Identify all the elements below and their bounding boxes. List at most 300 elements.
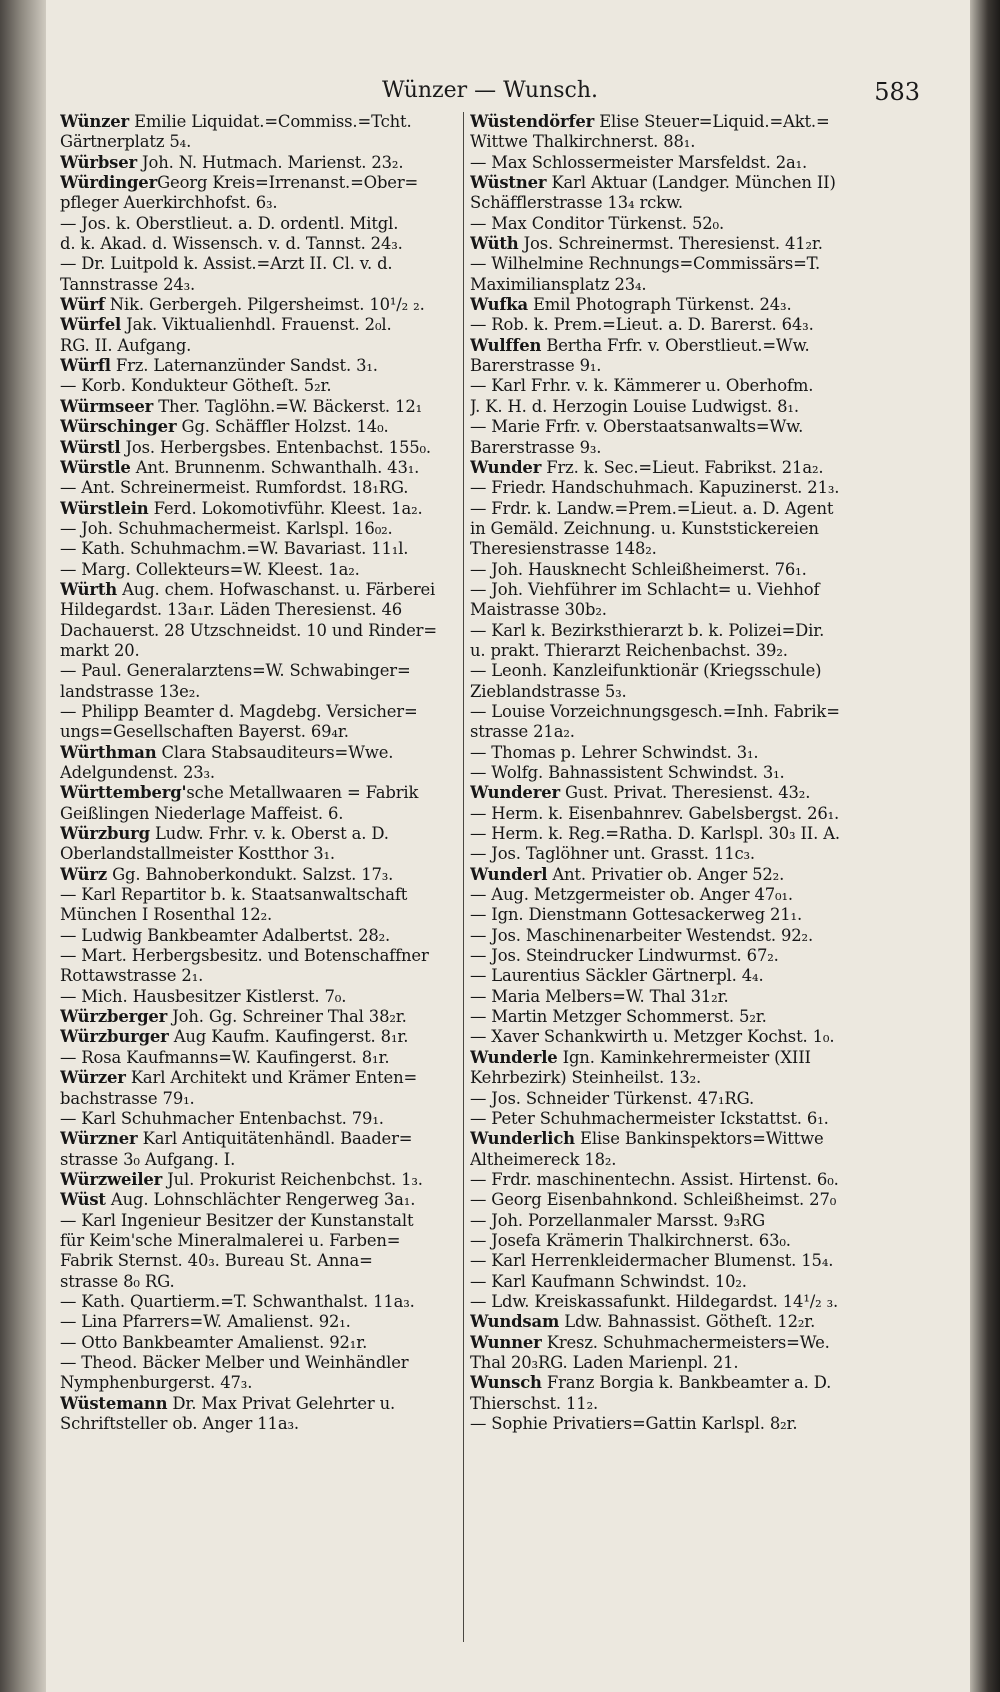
directory-entry [60,1333,464,1353]
entry-text: d. k. Akad. d. Wissensch. v. d. Tannst. 24₃. [60,234,403,254]
entry-text: Barerstrasse 9₁. [470,356,602,376]
entry-text: ungs=Gesellschaften Bayerst. 69₄r. [60,722,349,742]
directory-entry [470,478,874,498]
entry-text: Emilie Liquidat.=Commiss.=Tcht. [129,112,412,131]
entry-text: — Karl Repartitor b. k. Staatsanwaltschaft [60,885,408,905]
directory-entry [60,1353,464,1373]
directory-entry [470,417,874,437]
entry-text: — Marie Frfr. v. Oberstaatsanwalts=Ww. [470,417,804,437]
directory-entry [470,743,874,763]
entry-text: Tannstrasse 24₃. [60,274,196,294]
entry-text: pfleger Auerkirchhofst. 6₃. [60,193,278,213]
entry-text: Thierschst. 11₂. [470,1393,599,1413]
directory-entry [470,1048,874,1068]
entry-text: Karl Aktuar (Landger. München II) [546,173,836,193]
directory-entry [470,376,874,396]
directory-entry [470,1394,874,1414]
directory-entry [470,356,874,376]
directory-entry [60,1414,464,1434]
entry-text: Gg. Bahnoberkondukt. Salzst. 17₃. [107,864,394,884]
entry-text: Bertha Frfr. v. Oberstlieut.=Ww. [541,335,810,355]
directory-entry [60,1129,464,1149]
entry-text: — Mart. Herbergsbesitz. und Botenschaffner [60,946,429,966]
directory-entry [60,397,464,417]
entry-text: — Aug. Metzgermeister ob. Anger 47₀₁. [470,885,793,905]
entry-text: Fabrik Sternst. 40₃. Bureau St. Anna= [60,1251,373,1271]
entry-text: — Karl Ingenieur Besitzer der Kunstanstalt [60,1210,414,1230]
entry-text: Dachauerst. 28 Utzschneidst. 10 und Rinder= [60,620,437,640]
directory-entry [60,946,464,966]
directory-entry [470,661,874,681]
entry-text: — Wilhelmine Rechnungs=Commissärs=T. [470,254,821,274]
entry-text: — Frdr. maschinentechn. Assist. Hirtenst. 6₀. [470,1169,839,1189]
directory-entry [60,1068,464,1088]
directory-entry [60,1312,464,1332]
directory-entry [470,254,874,274]
entry-text: Karl Architekt und Krämer Enten= [125,1068,418,1088]
binding-gutter [0,0,46,1692]
directory-entry [470,621,874,641]
directory-entry [60,1007,464,1027]
directory-entry [470,539,874,559]
entry-text: landstrasse 13e₂. [60,681,201,701]
entry-surname: Würz [60,864,108,884]
entry-text: in Gemäld. Zeichnung. u. Kunststickereien [470,518,819,538]
entry-surname: Würthman [60,742,157,762]
directory-entry [60,1394,464,1414]
directory-entry [470,1251,874,1271]
entry-text: München I Rosenthal 12₂. [60,905,273,925]
entry-text: Zieblandstrasse 5₃. [470,681,627,701]
directory-entry [470,214,874,234]
entry-text: markt 20. [60,640,140,660]
entry-text: Gg. Schäffler Holzst. 14₀. [176,417,389,437]
entry-text: — Philipp Beamter d. Magdebg. Versicher= [60,701,418,721]
entry-text: — Dr. Luitpold k. Assist.=Arzt II. Cl. v. d. [60,254,393,274]
entry-text: Ferd. Lokomotivführ. Kleest. 1a₂. [148,498,423,518]
directory-entry [60,1272,464,1292]
directory-entry [60,1109,464,1129]
directory-entry [470,1109,874,1129]
entry-surname: Wunderl [470,864,548,884]
entry-text: — Otto Bankbeamter Amalienst. 92₁r. [60,1332,368,1352]
entry-text: — Lina Pfarrers=W. Amalienst. 92₁. [60,1312,351,1332]
entry-text: Gärtnerplatz 5₄. [60,132,192,152]
directory-entry [470,499,874,519]
entry-text: Altheimereck 18₂. [470,1149,617,1169]
entry-text: — Frdr. k. Landw.=Prem.=Lieut. a. D. Agent [470,498,834,518]
directory-entry [470,682,874,702]
entry-text: — Wolfg. Bahnassistent Schwindst. 3₁. [470,763,785,782]
directory-entry [60,926,464,946]
entry-surname: Würstle [60,457,131,477]
directory-entry [470,987,874,1007]
directory-entry [470,1231,874,1251]
entry-text: Ther. Taglöhn.=W. Bäckerst. 12₁ [153,396,423,416]
entry-text: — Rosa Kaufmanns=W. Kaufingerst. 8₁r. [60,1047,390,1067]
directory-entry [470,783,874,803]
directory-entry [470,1150,874,1170]
entry-text: J. K. H. d. Herzogin Louise Ludwigst. 8₁. [470,396,799,416]
entry-surname: Wunsch [470,1373,542,1393]
entry-text: — Ant. Schreinermeist. Rumfordst. 18₁RG. [60,478,409,498]
directory-entry [470,966,874,986]
directory-entry [60,966,464,986]
directory-entry [470,905,874,925]
entry-surname: Würmseer [60,396,154,416]
entry-text: — Ldw. Kreiskassafunkt. Hildegardst. 14¹/₂ ₃. [470,1291,839,1311]
directory-entry [60,661,464,681]
entry-text: Georg Kreis=Irrenanst.=Ober= [157,173,419,193]
entry-text: — Karl Schuhmacher Entenbachst. 79₁. [60,1108,384,1128]
directory-entry [470,295,874,315]
entry-text: Jak. Viktualienhdl. Frauenst. 2₀l. [121,315,392,335]
directory-entry [470,926,874,946]
directory-entry [60,1150,464,1170]
entry-text: Oberlandstallmeister Kostthor 3₁. [60,844,335,864]
entry-surname: Würstl [60,437,121,457]
directory-entry [60,905,464,925]
entry-text: — Xaver Schankwirth u. Metzger Kochst. 1₀. [470,1027,835,1047]
directory-entry [470,397,874,417]
directory-entry [470,1170,874,1190]
directory-entry [60,1251,464,1271]
entry-text: — Mich. Hausbesitzer Kistlerst. 7₀. [60,986,347,1006]
directory-entry [60,1170,464,1190]
entry-text: Ign. Kaminkehrermeister (XIII [557,1047,811,1067]
entry-surname: Wünzer [60,112,130,131]
directory-entry [470,1373,874,1393]
directory-entry [60,417,464,437]
directory-entry [60,1211,464,1231]
directory-entry [60,824,464,844]
entry-text: — Jos. Steindrucker Lindwurmst. 67₂. [470,946,779,966]
directory-entry [470,234,874,254]
directory-entry [470,1190,874,1210]
entry-text: — Ludwig Bankbeamter Adalbertst. 28₂. [60,925,391,945]
directory-entry [470,580,874,600]
entry-text: Joh. N. Hutmach. Marienst. 23₂. [137,152,404,172]
directory-entry [470,1414,874,1434]
entry-surname: Würbser [60,152,137,172]
directory-entry [60,580,464,600]
entry-text: — Friedr. Handschuhmach. Kapuzinerst. 21₃. [470,478,840,498]
entry-text: Joh. Gg. Schreiner Thal 38₂r. [167,1007,407,1027]
directory-entry [470,438,874,458]
entry-surname: Würschinger [60,417,177,437]
entry-text: — Jos. Schneider Türkenst. 47₁RG. [470,1088,755,1108]
entry-surname: Würzner [60,1129,138,1149]
directory-entry [470,1272,874,1292]
left-column [60,112,464,1434]
entry-text: — Peter Schuhmachermeister Ickstattst. 6₁. [470,1108,829,1128]
entry-surname: Würzberger [60,1007,168,1027]
entry-text: für Keim'sche Mineralmalerei u. Farben= [60,1230,401,1250]
entry-surname: Wüstendörfer [470,112,595,131]
directory-entry [470,336,874,356]
directory-entry [470,1353,874,1373]
directory-entry [470,458,874,478]
directory-entry [470,702,874,722]
directory-entry [60,641,464,661]
entry-text: strasse 3₀ Aufgang. I. [60,1149,236,1169]
entry-text: Aug Kaufm. Kaufingerst. 8₁r. [168,1027,409,1047]
directory-entry [60,234,464,254]
directory-entry [60,519,464,539]
entry-text: — Herm. k. Reg.=Ratha. D. Karlspl. 30₃ II. A. [470,824,840,844]
entry-text: strasse 21a₂. [470,722,575,742]
entry-text: Frz. Laternanzünder Sandst. 3₁. [110,356,378,376]
right-column [470,112,874,1434]
entry-text: Ldw. Bahnassist. Götheſt. 12₂r. [559,1312,816,1332]
entry-text: Gust. Privat. Theresienst. 43₂. [559,783,811,803]
entry-text: — Karl Herrenkleidermacher Blumenst. 15₄. [470,1251,834,1271]
entry-text: Maximiliansplatz 23₄. [470,274,647,294]
directory-entry [60,743,464,763]
entry-text: Ant. Privatier ob. Anger 52₂. [547,864,785,884]
entry-text: Wittwe Thalkirchnerst. 88₁. [470,132,696,152]
entry-text: Thal 20₃RG. Laden Marienpl. 21. [470,1352,739,1372]
directory-entry [60,865,464,885]
entry-surname: Würzburger [60,1027,169,1047]
entry-text: — Max Schlossermeister Marsfeldst. 2a₁. [470,152,808,172]
entry-text: — Laurentius Säckler Gärtnerpl. 4₄. [470,966,764,986]
directory-entry [60,560,464,580]
entry-text: Elise Steuer=Liquid.=Akt.= [594,112,830,131]
directory-entry [60,193,464,213]
directory-entry [60,356,464,376]
entry-text: Kehrbezirk) Steinheilst. 13₂. [470,1068,702,1088]
directory-entry [470,173,874,193]
entry-surname: Württemberg' [60,783,187,803]
entry-text: Aug. chem. Hofwaschanst. u. Färberei [117,579,436,599]
entry-text: Ant. Brunnenm. Schwanthalh. 43₁. [130,457,420,477]
entry-text: — Martin Metzger Schommerst. 5₂r. [470,1007,767,1027]
entry-text: — Kath. Schuhmachm.=W. Bavariast. 11₁l. [60,539,409,559]
directory-entry [470,824,874,844]
directory-entry [470,1007,874,1027]
entry-text: — Theod. Bäcker Melber und Weinhändler [60,1352,409,1372]
directory-entry [470,763,874,783]
entry-surname: Wüth [470,234,519,254]
directory-entry [60,1089,464,1109]
page-number: 583 [874,78,920,106]
entry-surname: Wüst [60,1190,106,1210]
entry-text: Hildegardst. 13a₁r. Läden Theresienst. 46 [60,600,403,620]
directory-entry [60,458,464,478]
directory-entry [60,987,464,1007]
entry-text: — Jos. Maschinenarbeiter Westendst. 92₂. [470,925,814,945]
entry-surname: Würfl [60,356,111,376]
directory-entry [470,844,874,864]
entry-text: Frz. k. Sec.=Lieut. Fabrikst. 21a₂. [541,457,824,477]
directory-entry [60,804,464,824]
entry-surname: Wundsam [470,1312,560,1332]
directory-entry [60,539,464,559]
directory-entry [470,885,874,905]
entry-text: Barerstrasse 9₃. [470,437,602,457]
directory-entry [60,1190,464,1210]
directory-entry [60,315,464,335]
entry-text: — Joh. Viehführer im Schlacht= u. Viehhof [470,579,820,599]
directory-entry [60,112,464,132]
directory-entry [60,132,464,152]
directory-entry [470,315,874,335]
directory-entry [470,519,874,539]
entry-surname: Würth [60,579,118,599]
directory-entry [470,112,874,132]
directory-entry [60,783,464,803]
directory-entry [60,621,464,641]
directory-entry [60,1373,464,1393]
entry-text: — Georg Eisenbahnkond. Schleißheimst. 27₀ [470,1190,837,1210]
directory-entry [470,865,874,885]
directory-entry [470,722,874,742]
directory-entry [60,1292,464,1312]
entry-surname: Wüstemann [60,1393,168,1413]
directory-entry [60,1231,464,1251]
entry-surname: Würzburg [60,824,150,844]
entry-text: — Ign. Dienstmann Gottesackerweg 21₁. [470,905,803,925]
entry-text: Adelgundenst. 23₃. [60,763,215,782]
directory-entry [470,1333,874,1353]
directory-entry [60,702,464,722]
column-divider [463,112,464,1642]
entry-text: Rottawstrasse 2₁. [60,966,204,986]
entry-text: — Joh. Porzellanmaler Marsst. 9₃RG [470,1210,766,1230]
entry-text: — Jos. Taglöhner unt. Grasst. 11c₃. [470,844,755,864]
directory-entry [60,1027,464,1047]
entry-text: — Marg. Collekteurs=W. Kleest. 1a₂. [60,559,360,579]
directory-entry [470,946,874,966]
entry-text: Jos. Schreinermst. Theresienst. 41₂r. [518,234,823,254]
directory-entry [60,336,464,356]
directory-entry [470,1068,874,1088]
entry-text: Maistrasse 30b₂. [470,600,607,620]
directory-entry [60,885,464,905]
entry-surname: Wunner [470,1332,542,1352]
entry-text: — Joh. Hausknecht Schleißheimerst. 76₁. [470,559,807,579]
entry-text: Emil Photograph Türkenst. 24₃. [527,295,792,315]
directory-entry [60,153,464,173]
directory-entry [470,641,874,661]
directory-entry [60,214,464,234]
directory-entry [470,275,874,295]
directory-entry [470,1129,874,1149]
directory-entry [60,173,464,193]
entry-surname: Würdinger [60,173,158,193]
entry-text: Nymphenburgerst. 47₃. [60,1373,253,1393]
entry-text: — Jos. k. Oberstlieut. a. D. ordentl. Mitgl. [60,213,399,233]
entry-text: Dr. Max Privat Gelehrter u. [167,1393,396,1413]
entry-text: Franz Borgia k. Bankbeamter a. D. [541,1373,832,1393]
entry-text: Clara Stabsauditeurs=Wwe. [156,742,394,762]
entry-surname: Wunderlich [470,1129,575,1149]
directory-entry [470,560,874,580]
entry-text: strasse 8₀ RG. [60,1271,175,1291]
entry-text: Geißlingen Niederlage Maffeist. 6. [60,803,344,823]
entry-text: — Max Conditor Türkenst. 52₀. [470,213,725,233]
directory-entry [60,763,464,783]
entry-text: — Leonh. Kanzleifunktionär (Kriegsschule) [470,661,822,681]
page-header [60,76,920,110]
entry-text: — Karl k. Bezirksthierarzt b. k. Polizei=Dir. [470,620,825,640]
entry-text: Jos. Herbergsbes. Entenbachst. 155₀. [120,437,431,457]
directory-entry [470,1211,874,1231]
entry-text: Ludw. Frhr. v. k. Oberst a. D. [149,824,389,844]
entry-text: — Josefa Krämerin Thalkirchnerst. 63₀. [470,1230,791,1250]
entry-text: Aug. Lohnschlächter Rengerweg 3a₁. [105,1190,416,1210]
entry-text: — Thomas p. Lehrer Schwindst. 3₁. [470,742,759,762]
entry-text: sche Metallwaaren = Fabrik [186,783,419,803]
directory-entry [60,295,464,315]
entry-text: Karl Antiquitätenhändl. Baader= [137,1129,413,1149]
directory-entry [60,499,464,519]
running-head: Wünzer — Wunsch. [381,78,598,103]
directory-entry [60,254,464,274]
entry-surname: Würzer [60,1068,126,1088]
entry-surname: Würstlein [60,498,149,518]
directory-entry [470,1292,874,1312]
entry-text: — Herm. k. Eisenbahnrev. Gabelsbergst. 26₁. [470,803,840,823]
entry-surname: Würfel [60,315,122,335]
directory-entry [470,600,874,620]
page-edge [970,0,1000,1692]
entry-text: — Karl Kaufmann Schwindst. 10₂. [470,1271,747,1291]
entry-text: — Joh. Schuhmachermeist. Karlspl. 16₀₂. [60,518,393,538]
directory-entry [60,1048,464,1068]
directory-entry [470,193,874,213]
directory-entry [470,1312,874,1332]
entry-surname: Wunderer [470,783,560,803]
entry-text: RG. II. Aufgang. [60,335,192,355]
entry-surname: Wunder [470,457,542,477]
directory-entry [470,153,874,173]
directory-entry [60,478,464,498]
directory-entry [60,722,464,742]
directory-entry [60,600,464,620]
directory-entry [60,438,464,458]
directory-entry [470,804,874,824]
entry-text: — Paul. Generalarztens=W. Schwabinger= [60,661,411,681]
entry-surname: Würf [60,295,105,315]
entry-text: — Korb. Kondukteur Götheſt. 5₂r. [60,376,332,396]
entry-text: Theresienstrasse 148₂. [470,539,657,559]
entry-surname: Wulffen [470,335,542,355]
entry-text: u. prakt. Thierarzt Reichenbachst. 39₂. [470,640,788,660]
entry-text: Elise Bankinspektors=Wittwe [574,1129,824,1149]
entry-text: — Kath. Quartierm.=T. Schwanthalst. 11a₃. [60,1291,415,1311]
directory-entry [470,132,874,152]
directory-entry [60,844,464,864]
entry-text: Jul. Prokurist Reichenbchst. 1₃. [162,1169,423,1189]
entry-text: — Rob. k. Prem.=Lieut. a. D. Barerst. 64₃. [470,315,814,335]
entry-surname: Wüstner [470,173,547,193]
entry-surname: Wufka [470,295,528,315]
entry-text: Schäfflerstrasse 13₄ rckw. [470,193,683,213]
directory-entry [60,376,464,396]
directory-entry [60,682,464,702]
entry-text: bachstrasse 79₁. [60,1088,195,1108]
entry-text: — Louise Vorzeichnungsgesch.=Inh. Fabrik= [470,701,840,721]
entry-text: Schriftsteller ob. Anger 11a₃. [60,1414,299,1433]
entry-text: Nik. Gerbergeh. Pilgersheimst. 10¹/₂ ₂. [104,295,425,315]
directory-entry [470,1089,874,1109]
entry-text: Kresz. Schuhmachermeisters=We. [541,1332,830,1352]
entry-text: — Karl Frhr. v. k. Kämmerer u. Oberhofm. [470,376,814,396]
entry-text: — Maria Melbers=W. Thal 31₂r. [470,986,729,1006]
entry-surname: Würzweiler [60,1169,163,1189]
